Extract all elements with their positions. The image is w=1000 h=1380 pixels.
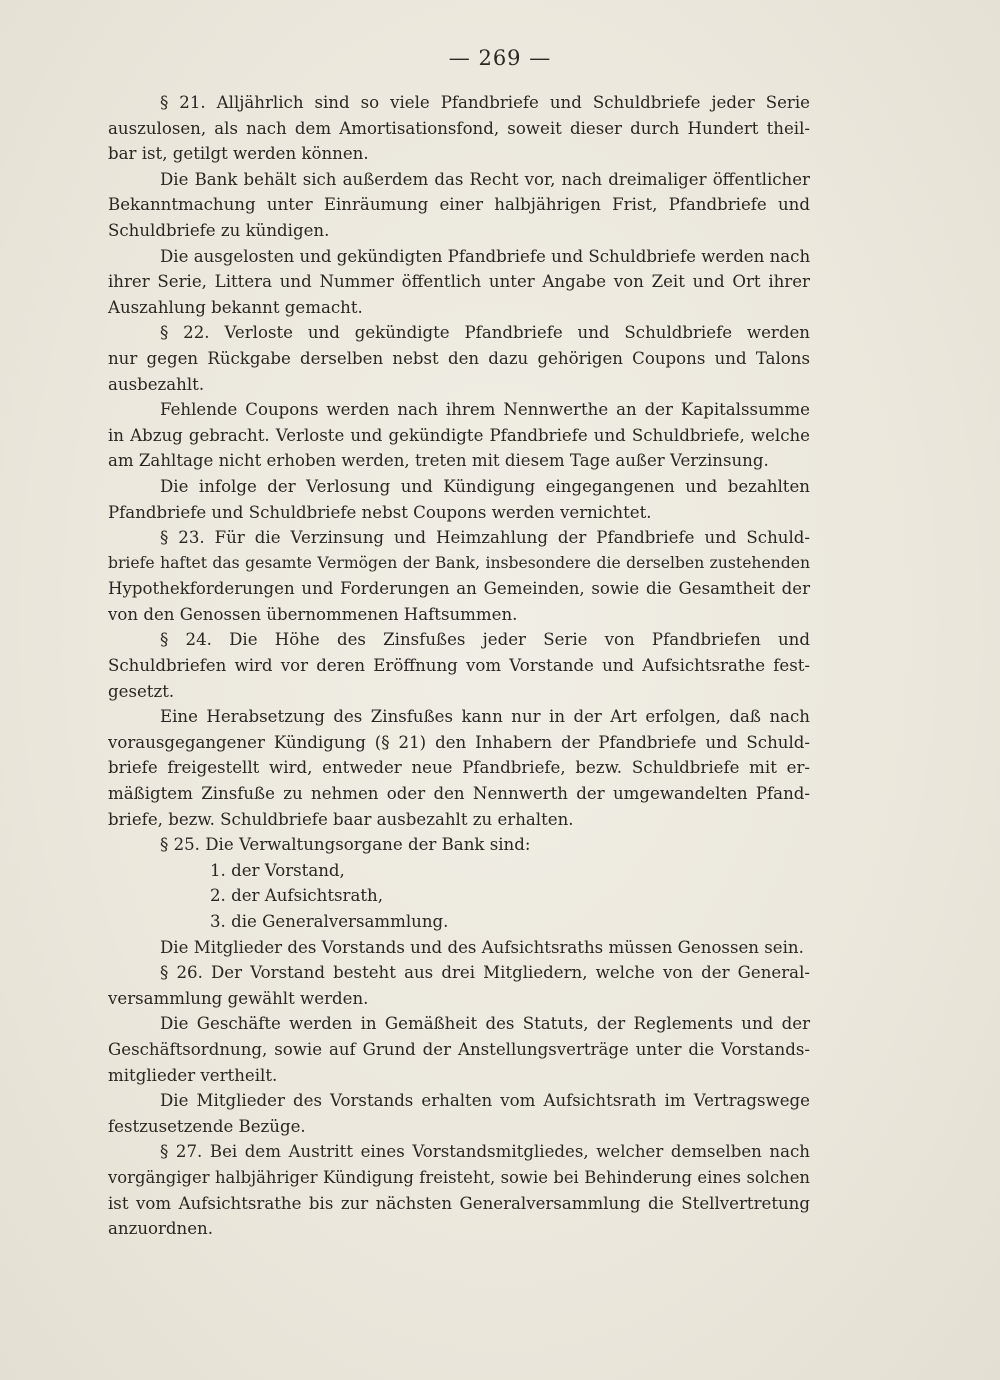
text-line: in Abzug gebracht. Verloste und gekündigte Pfandbriefe und Schuldbriefe, welche (108, 425, 810, 445)
text-line: Die Mitglieder des Vorstands und des Aufsichtsraths müssen Genossen sein. (160, 937, 804, 957)
text-line: Eine Herabsetzung des Zinsfußes kann nur in der Art erfolgen, daß nach (160, 707, 810, 727)
text-line: anzuordnen. (108, 1219, 214, 1239)
list-item: 1. der Vorstand, (210, 860, 345, 880)
text-line: Die ausgelosten und gekündigten Pfandbriefe und Schuldbriefe werden nach (160, 246, 811, 266)
text-line: mitglieder vertheilt. (108, 1065, 278, 1085)
text-line: § 24. Die Höhe des Zinsfußes jeder Serie von Pfandbriefen und (160, 630, 810, 650)
text-line: Auszahlung bekannt gemacht. (108, 297, 363, 317)
text-line: Bekanntmachung unter Einräumung einer halbjährigen Frist, Pfandbriefe und (108, 195, 810, 215)
text-line: von den Genossen übernommenen Haftsummen. (108, 604, 518, 624)
text-line: Die Geschäfte werden in Gemäßheit des Statuts, der Reglements und der (160, 1014, 810, 1034)
text-line: Pfandbriefe und Schuldbriefe nebst Coupons werden vernichtet. (108, 502, 652, 522)
text-line: bar ist, getilgt werden können. (108, 144, 369, 164)
text-line: briefe freigestellt wird, entweder neue Pfandbriefe, bezw. Schuldbriefe mit er- (108, 758, 810, 778)
text-line: versammlung gewählt werden. (108, 988, 369, 1008)
list-item: 3. die Generalversammlung. (210, 912, 449, 931)
text-line: ist vom Aufsichtsrathe bis zur nächsten Generalversammlung die Stellvertretung (108, 1193, 810, 1213)
text-line: am Zahltage nicht erhoben werden, treten mit diesem Tage außer Verzinsung. (108, 451, 769, 471)
text-line: § 21. Alljährlich sind so viele Pfandbriefe und Schuldbriefe jeder Serie (160, 93, 810, 112)
text-line: § 25. Die Verwaltungsorgane der Bank sind: (160, 835, 531, 855)
text-line: Geschäftsordnung, sowie auf Grund der Anstellungsverträge unter die Vorstands- (108, 1039, 810, 1059)
text-line: gesetzt. (108, 681, 175, 701)
text-line: § 26. Der Vorstand besteht aus drei Mitgliedern, welche von der General- (160, 963, 810, 983)
text-line: Hypothekforderungen und Forderungen an Gemeinden, sowie die Gesamtheit der (108, 579, 810, 599)
text-line: § 23. Für die Verzinsung und Heimzahlung der Pfandbriefe und Schuld- (160, 528, 810, 548)
text-line: Schuldbriefe zu kündigen. (108, 220, 330, 240)
text-line: vorausgegangener Kündigung (§ 21) den Inhabern der Pfandbriefe und Schuld- (108, 732, 810, 752)
text-line: Die Mitglieder des Vorstands erhalten vom Aufsichtsrath im Vertragswege (160, 1091, 810, 1111)
text-line: mäßigtem Zinsfuße zu nehmen oder den Nennwerth der umgewandelten Pfand- (108, 784, 810, 804)
text-line: briefe haftet das gesamte Vermögen der Bank, insbesondere die derselben zustehenden (108, 553, 810, 572)
text-line: Fehlende Coupons werden nach ihrem Nennwerthe an der Kapitalssumme (160, 400, 810, 420)
statute-text-body (108, 90, 810, 1242)
text-line: festzusetzende Bezüge. (108, 1116, 306, 1136)
list-item: 2. der Aufsichtsrath, (210, 886, 384, 906)
text-line: § 27. Bei dem Austritt eines Vorstandsmitgliedes, welcher demselben nach (160, 1142, 810, 1162)
text-line: § 22. Verloste und gekündigte Pfandbriefe und Schuldbriefe werden (160, 323, 810, 343)
text-line: Die infolge der Verlosung und Kündigung eingegangenen und bezahlten (160, 476, 810, 496)
text-line: nur gegen Rückgabe derselben nebst den dazu gehörigen Coupons und Talons (108, 348, 810, 368)
page-number: — 269 — (448, 46, 552, 70)
text-line: ausbezahlt. (108, 374, 205, 394)
text-line: Die Bank behält sich außerdem das Recht vor, nach dreimaliger öffentlicher (160, 169, 810, 189)
text-line: briefe, bezw. Schuldbriefe baar ausbezahlt zu erhalten. (108, 809, 574, 829)
text-line: vorgängiger halbjähriger Kündigung freisteht, sowie bei Behinderung eines solchen (108, 1167, 810, 1187)
text-line: ihrer Serie, Littera und Nummer öffentlich unter Angabe von Zeit und Ort ihrer (108, 272, 810, 292)
text-line: Schuldbriefen wird vor deren Eröffnung vom Vorstande und Aufsichtsrathe fest- (108, 656, 810, 676)
text-line: auszulosen, als nach dem Amortisationsfond, soweit dieser durch Hundert theil- (108, 118, 810, 138)
